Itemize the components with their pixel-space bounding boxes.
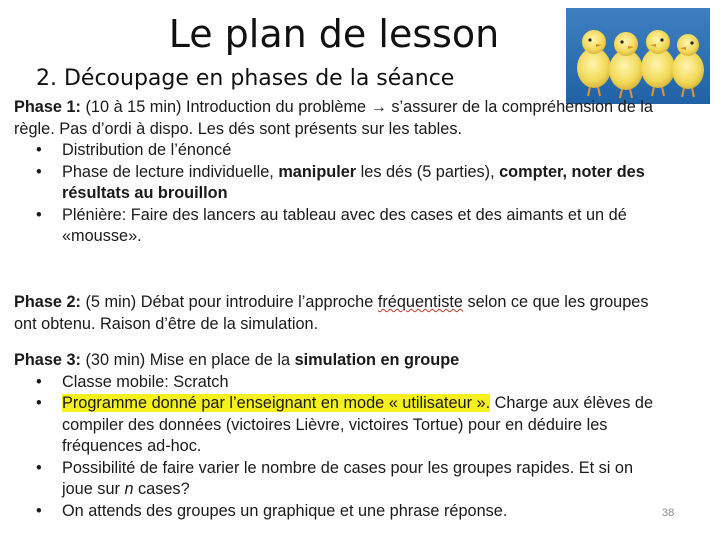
phase-3-intro xyxy=(14,350,654,372)
phase-3-item-2-highlight: Programme donné par l’enseignant en mode « utilisateur ». xyxy=(62,394,491,412)
phase-1-item-2-mid: les dés (5 parties), xyxy=(356,162,500,181)
phase-3-item-2-rest: Charge aux élèves de compiler des données (victoires Lièvre, victoires Tortue) pour en déduire les fréquences ad-hoc. xyxy=(62,394,654,455)
phase-1-item-3: Plénière: Faire des lancers au tableau avec des cases et des aimants et un dé «mousse». xyxy=(62,205,627,245)
phase-3-item-4: On attends des groupes un graphique et une phrase réponse. xyxy=(62,501,508,520)
phase-1-item-2-bold-1: manipuler xyxy=(278,162,357,181)
phase-3-intro-text: (30 min) Mise en place de la xyxy=(80,351,295,369)
phase-2-text-post: selon ce que les groupes ont obtenu. Raison d’être de la simulation. xyxy=(14,293,649,333)
phase-3-list xyxy=(14,372,654,523)
page-number: 38 xyxy=(662,507,675,519)
list-item xyxy=(14,372,654,394)
phase-1-item-2-bold-2: compter, noter des résultats au brouillon xyxy=(62,162,645,202)
chicks-photo xyxy=(566,8,710,104)
phase-2-label: Phase 2: xyxy=(14,293,81,311)
list-item xyxy=(14,205,654,248)
phase-3-item-3-pre: Possibilité de faire varier le nombre de cases pour les groupes rapides. Et si on joue sur xyxy=(62,458,634,498)
phase-3-block xyxy=(14,350,654,522)
list-item xyxy=(14,140,654,162)
phase-1-intro-text: (10 à 15 min) Introduction du problème → s’assurer de la compréhension de la règle. Pas d’ordi à dispo. Les dés sont présents sur les tables. xyxy=(14,98,653,138)
phase-1-block xyxy=(14,97,654,248)
phase-2-block xyxy=(14,292,654,335)
phase-2-text-pre: (5 min) Débat pour introduire l’approche xyxy=(80,293,378,311)
phase-3-item-3-italic: n xyxy=(124,480,134,498)
phase-1-intro xyxy=(14,97,654,140)
phase-1-list xyxy=(14,140,654,248)
phase-1-item-2-pre: Phase de lecture individuelle, xyxy=(62,162,279,181)
phase-3-item-3-post: cases? xyxy=(133,480,190,498)
phase-3-intro-bold: simulation en groupe xyxy=(294,351,460,369)
phase-1-item-1: Distribution de l’énoncé xyxy=(62,141,232,159)
slide-title: Le plan de lesson xyxy=(168,12,500,56)
phase-1-label: Phase 1: xyxy=(14,98,81,116)
phase-2-underlined-word: fréquentiste xyxy=(377,293,463,311)
list-item xyxy=(14,162,654,205)
list-item xyxy=(14,458,654,501)
phase-3-item-1: Classe mobile: Scratch xyxy=(62,372,229,391)
list-item xyxy=(14,393,654,458)
slide-subtitle: 2. Découpage en phases de la séance xyxy=(36,66,455,91)
list-item xyxy=(14,501,654,523)
phase-3-label: Phase 3: xyxy=(14,351,81,369)
